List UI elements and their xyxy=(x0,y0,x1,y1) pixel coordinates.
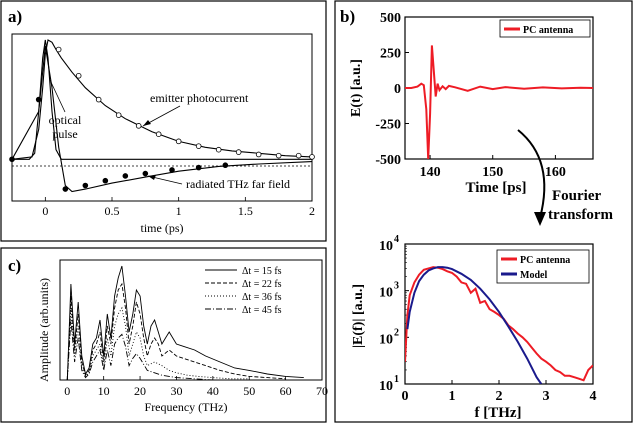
panel-c-plot-area xyxy=(60,260,322,380)
annotation-arrow-optical xyxy=(50,80,65,112)
filled-data-point xyxy=(10,157,15,162)
panel-b-bottom-legend xyxy=(497,250,589,283)
panel-a-x-ticks xyxy=(42,197,315,218)
open-data-point xyxy=(96,97,101,102)
y-tick-exponent: 1 xyxy=(394,374,399,385)
fourier-arrowhead xyxy=(534,212,546,226)
open-data-point xyxy=(176,139,181,144)
panel-a xyxy=(1,1,326,241)
x-tick-label: 50 xyxy=(243,384,256,398)
x-tick-label: 160 xyxy=(544,165,566,180)
y-tick-exponent: 3 xyxy=(394,280,399,292)
panel-c-x-ticks xyxy=(64,376,328,398)
y-tick-label: 10 xyxy=(379,285,393,301)
x-tick-label: 150 xyxy=(482,165,504,180)
x-tick-label: 1 xyxy=(448,389,456,404)
legend-label: Δt = 36 fs xyxy=(242,292,282,303)
x-tick-label: 0 xyxy=(42,204,49,218)
panel-b-top-ylabel: E(t) [a.u.] xyxy=(349,59,364,117)
arrowhead-radiated xyxy=(148,175,156,180)
x-tick-label: 20 xyxy=(134,384,147,398)
open-data-point xyxy=(296,153,301,158)
open-data-point xyxy=(116,113,121,118)
x-tick-label: 4 xyxy=(589,389,597,404)
panel-b xyxy=(335,1,632,422)
filled-data-point xyxy=(123,174,128,179)
panel-c-ylabel: Amplitude (arb.units) xyxy=(37,278,51,382)
y-tick-label: 10 xyxy=(379,239,393,254)
open-data-point xyxy=(196,144,201,149)
legend-label: Δt = 15 fs xyxy=(242,266,282,277)
panel-b-top-y-ticks xyxy=(375,11,409,168)
x-tick-label: 60 xyxy=(279,384,292,398)
x-tick-label: 10 xyxy=(97,384,110,398)
fourier-transform-arrow xyxy=(518,130,544,218)
filled-data-point xyxy=(143,171,148,176)
y-tick-label: 10 xyxy=(379,332,393,348)
panel-c xyxy=(1,248,328,422)
open-data-point xyxy=(136,123,141,128)
legend-label: Δt = 45 fs xyxy=(242,305,282,316)
panel-a-xlabel: time (ps) xyxy=(140,221,184,235)
y-tick-label: 250 xyxy=(380,46,401,62)
y-tick-exponent: 4 xyxy=(394,234,399,245)
legend-label: Δt = 22 fs xyxy=(242,279,282,290)
y-tick-label: 10 xyxy=(379,379,393,394)
panel-b-top-legend xyxy=(500,20,590,37)
open-data-point xyxy=(276,153,281,158)
open-data-point xyxy=(310,154,315,159)
legend-label-pc-antenna: PC antenna xyxy=(520,255,571,266)
open-data-point xyxy=(56,47,61,52)
series-line-model xyxy=(407,267,541,384)
series-line-pc-antenna xyxy=(405,45,593,159)
arrowhead-photocurrent xyxy=(143,120,151,126)
annotation-emitter-photocurrent: emitter photocurrent xyxy=(150,91,249,105)
x-tick-label: 2 xyxy=(309,204,315,218)
x-tick-label: 30 xyxy=(170,384,183,398)
x-tick-label: 140 xyxy=(419,165,441,180)
open-data-point xyxy=(76,73,81,78)
filled-data-point xyxy=(170,168,175,173)
series-line-pc-antenna xyxy=(405,267,593,380)
x-tick-label: 0 xyxy=(64,384,71,398)
y-tick-exponent: 2 xyxy=(394,327,399,339)
panel-c-label: c) xyxy=(8,256,22,275)
annotation-radiated-field: radiated THz far field xyxy=(186,177,291,191)
legend-label-model: Model xyxy=(520,270,548,281)
open-data-point xyxy=(256,152,261,157)
fourier-label-line2: transform xyxy=(548,207,613,223)
y-tick-label: -250 xyxy=(375,117,401,133)
x-tick-label: 70 xyxy=(316,384,328,398)
fourier-label-line1: Fourier xyxy=(552,188,602,204)
open-data-point xyxy=(236,150,241,155)
filled-data-point xyxy=(83,183,88,188)
x-tick-label: 0 xyxy=(401,389,409,404)
x-tick-label: 3 xyxy=(542,389,550,404)
panel-b-top-xlabel: Time [ps] xyxy=(465,180,527,196)
open-data-point xyxy=(156,132,161,137)
panel-b-bottom-xlabel: f [THz] xyxy=(474,405,522,421)
y-tick-label: 500 xyxy=(380,11,401,26)
filled-data-point xyxy=(63,187,68,192)
y-tick-label: -500 xyxy=(375,153,401,168)
filled-data-point xyxy=(36,97,41,102)
x-tick-label: 2 xyxy=(495,389,503,404)
filled-data-point xyxy=(223,163,228,168)
panel-c-legend xyxy=(205,266,282,316)
panel-b-label: b) xyxy=(340,7,356,26)
x-tick-label: 1.5 xyxy=(237,204,253,218)
x-tick-label: 1 xyxy=(175,204,182,218)
panel-b-bottom-ylabel: |E(f)| [a.u.] xyxy=(351,283,366,349)
panel-b-top-series xyxy=(405,45,593,159)
annotation-optical-pulse-line1: optical xyxy=(48,113,82,127)
filled-data-point xyxy=(103,178,108,183)
open-data-point xyxy=(216,147,221,152)
x-tick-label: 0.5 xyxy=(104,204,120,218)
legend-label-pc-antenna: PC antenna xyxy=(523,25,574,36)
x-tick-label: 40 xyxy=(206,384,219,398)
panel-c-xlabel: Frequency (THz) xyxy=(144,400,228,414)
annotation-optical-pulse-line2: pulse xyxy=(52,127,78,141)
y-tick-label: 0 xyxy=(394,82,401,97)
panel-a-label: a) xyxy=(8,7,23,26)
panel-b-bottom-series xyxy=(405,267,593,384)
